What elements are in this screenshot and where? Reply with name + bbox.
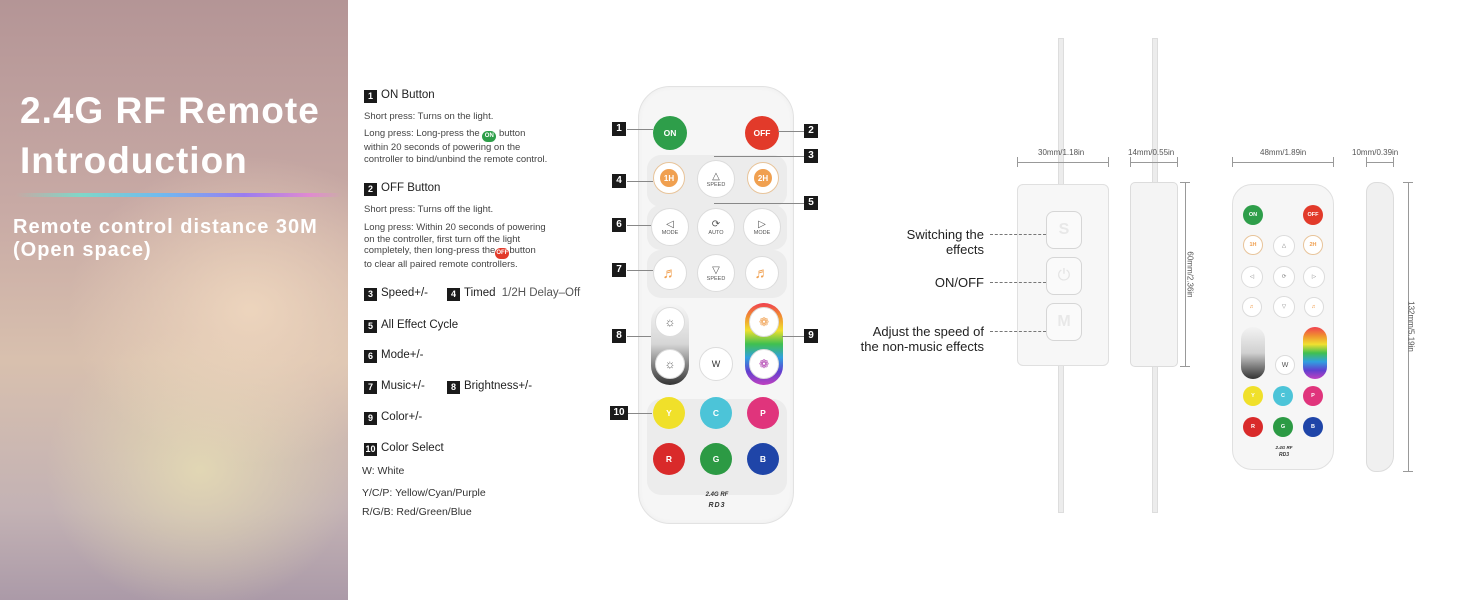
dim-tick (1180, 182, 1190, 183)
mini-blue: B (1303, 417, 1323, 437)
brightness-down-button[interactable] (655, 349, 685, 379)
legend-off-short: Short press: Turns off the light. (364, 204, 494, 215)
cyan-button[interactable]: C (700, 397, 732, 429)
mini-speed-up: △ (1273, 235, 1295, 257)
legend-speed: 3 Speed+/- (364, 287, 428, 301)
color-up-button[interactable] (749, 307, 779, 337)
dim-line (1130, 162, 1178, 163)
controller-front (1017, 184, 1109, 366)
red-button[interactable]: R (653, 443, 685, 475)
mini-on-button: ON (1243, 205, 1263, 225)
callout-3: 3 (804, 149, 818, 163)
callout-line (778, 131, 804, 132)
mode-up-button[interactable]: ▷ MODE (743, 208, 781, 246)
triangle-down-icon: ▽ (712, 264, 720, 276)
timer-2h-button[interactable]: 2H (747, 162, 779, 194)
legend-timed: 4 Timed 1/2H Delay–Off (447, 287, 580, 301)
dim-tick (1177, 157, 1178, 167)
mini-speed-down: ▽ (1273, 296, 1295, 318)
callout-2: 2 (804, 124, 818, 138)
legend-select: 10 Color Select (365, 442, 444, 454)
dim-tick (1108, 157, 1109, 167)
mini-2h-button: 2H (1303, 235, 1323, 255)
remote-front (638, 86, 794, 524)
music-down-button[interactable] (653, 256, 687, 290)
triangle-up-icon: △ (712, 170, 720, 182)
mini-purple: P (1303, 386, 1323, 406)
mini-mode-up: ▷ (1303, 266, 1325, 288)
controller-side (1130, 182, 1178, 367)
mini-1h-button: 1H (1243, 235, 1263, 255)
green-button[interactable]: G (700, 443, 732, 475)
legend-effect: 5 All Effect Cycle (364, 319, 458, 333)
mini-yellow: Y (1243, 386, 1263, 406)
callout-line (627, 129, 653, 130)
hero-title: 2.4G RF Remote Introduction (20, 90, 320, 181)
controller-speed-button[interactable]: M (1046, 303, 1082, 341)
dim-tick (1180, 366, 1190, 367)
brightness-up-button[interactable] (655, 307, 685, 337)
legend-on-short: Short press: Turns on the light. (364, 111, 494, 122)
music-note-icon: ♬ (754, 264, 770, 282)
legend-brightness: 8 Brightness+/- (447, 380, 532, 394)
mini-red: R (1243, 417, 1263, 437)
triangle-left-icon: ◁ (666, 218, 674, 230)
callout-line (628, 413, 652, 414)
remote-model: RD3 (708, 502, 726, 509)
white-button[interactable]: W (699, 347, 733, 381)
sun-icon: ☼ (664, 315, 676, 329)
speed-down-button[interactable]: ▽ SPEED (697, 254, 735, 292)
mini-color-slider (1303, 327, 1327, 379)
remote-side (1366, 182, 1394, 472)
remote-mini (1232, 184, 1334, 470)
auto-button[interactable]: ⟳ AUTO (697, 208, 735, 246)
dim-tick (1130, 157, 1131, 167)
dim-tick (1403, 182, 1413, 183)
label-switch-effects: Switching the effects (906, 227, 984, 257)
color-down-button[interactable] (749, 349, 779, 379)
music-note-icon: ♬ (662, 264, 678, 282)
dash-line (990, 282, 1046, 283)
side-cable-bottom (1152, 365, 1158, 513)
mini-white-button: W (1275, 355, 1295, 375)
blue-button[interactable]: B (747, 443, 779, 475)
legend-off-title: 2 OFF Button (364, 182, 440, 196)
legend-rgb-note: R/G/B: Red/Green/Blue (362, 506, 472, 518)
dash-line (990, 331, 1046, 332)
hero-subtitle: Remote control distance 30M (Open space) (13, 216, 318, 261)
callout-10: 10 (610, 406, 628, 420)
legend-on-title: 1 ON Button (364, 89, 435, 103)
cable-top (1058, 38, 1064, 186)
mini-music-up: ♬ (1304, 297, 1324, 317)
mini-off-button: OFF (1303, 205, 1323, 225)
callout-4: 4 (612, 174, 626, 188)
hero-panel (0, 0, 348, 600)
mini-auto: ⟳ (1273, 266, 1295, 288)
dim-controller-depth: 14mm/0.55in (1128, 148, 1175, 157)
remote-brand: 2.4G RF (705, 492, 729, 498)
dim-tick (1403, 471, 1413, 472)
controller-power-button[interactable] (1046, 257, 1082, 295)
callout-line (714, 203, 804, 204)
cable-bottom (1058, 365, 1064, 513)
dim-line (1366, 162, 1394, 163)
timer-1h-button[interactable]: 1H (653, 162, 685, 194)
dim-tick (1393, 157, 1394, 167)
callout-line (627, 336, 651, 337)
mini-cyan: C (1273, 386, 1293, 406)
dim-line (1232, 162, 1334, 163)
mini-brand: 2.4G RF (1275, 445, 1293, 450)
legend-music: 7 Music+/- (364, 380, 425, 394)
dim-line (1017, 162, 1109, 163)
cycle-icon: ⟳ (711, 218, 721, 230)
yellow-button[interactable]: Y (653, 397, 685, 429)
power-icon: ⏻ (1057, 267, 1071, 284)
callout-line (627, 270, 653, 271)
callout-line (714, 156, 804, 157)
side-cable-top (1152, 38, 1158, 186)
dim-tick (1232, 157, 1233, 167)
mode-down-button[interactable]: ◁ MODE (651, 208, 689, 246)
dim-remote-depth: 10mm/0.39in (1352, 148, 1399, 157)
mini-brightness-slider (1241, 327, 1265, 379)
off-button[interactable]: OFF (745, 116, 779, 150)
legend-ycp-note: Y/C/P: Yellow/Cyan/Purple (362, 487, 486, 499)
mini-mode-down: ◁ (1241, 266, 1263, 288)
label-speed: Adjust the speed of the non-music effects (860, 324, 984, 354)
purple-button[interactable]: P (747, 397, 779, 429)
music-up-button[interactable] (745, 256, 779, 290)
legend-color: 9 Color+/- (364, 411, 422, 425)
controller-effect-button[interactable]: S (1046, 211, 1082, 249)
mini-model: RD3 (1278, 452, 1289, 458)
dim-tick (1366, 157, 1367, 167)
legend-white-note: W: White (362, 465, 405, 477)
callout-9: 9 (804, 329, 818, 343)
dim-remote-width: 48mm/1.89in (1260, 148, 1307, 157)
on-button[interactable]: ON (653, 116, 687, 150)
callout-line (782, 336, 804, 337)
callout-line (627, 181, 653, 182)
triangle-right-icon: ▷ (758, 218, 766, 230)
callout-1: 1 (612, 122, 626, 136)
dim-tick (1017, 157, 1018, 167)
dim-tick (1333, 157, 1334, 167)
rainbow-divider (16, 193, 342, 197)
legend-off-long: Long press: Within 20 seconds of powering on the controller, first turn off the light completely, then long-press theOFFbutton to clear all paired remote controllers. (364, 222, 546, 270)
legend-num: 1 (364, 90, 377, 103)
dim-controller-height: 60mm/2.36in (1185, 251, 1195, 298)
callout-7: 7 (612, 263, 626, 277)
sun-icon: ☼ (664, 357, 676, 371)
label-onoff: ON/OFF (934, 275, 984, 290)
legend-mode: 6 Mode+/- (364, 349, 424, 363)
callout-8: 8 (612, 329, 626, 343)
callout-5: 5 (804, 196, 818, 210)
dim-controller-width: 30mm/1.18in (1038, 148, 1085, 157)
dim-remote-height: 132mm/5.19in (1406, 301, 1416, 352)
callout-6: 6 (612, 218, 626, 232)
speed-up-button[interactable]: △ SPEED (697, 160, 735, 198)
palette-icon: ❁ (758, 315, 770, 329)
off-pill-icon: OFF (495, 248, 509, 259)
palette-icon: ❁ (758, 357, 770, 371)
mini-music-down: ♬ (1242, 297, 1262, 317)
on-pill-icon: ON (482, 131, 496, 142)
legend-on-long: Long press: Long-press the ON button within 20 seconds of powering on the controller to bind/unbind the remote control. (364, 128, 548, 165)
callout-line (627, 225, 651, 226)
mini-green: G (1273, 417, 1293, 437)
dash-line (990, 234, 1046, 235)
